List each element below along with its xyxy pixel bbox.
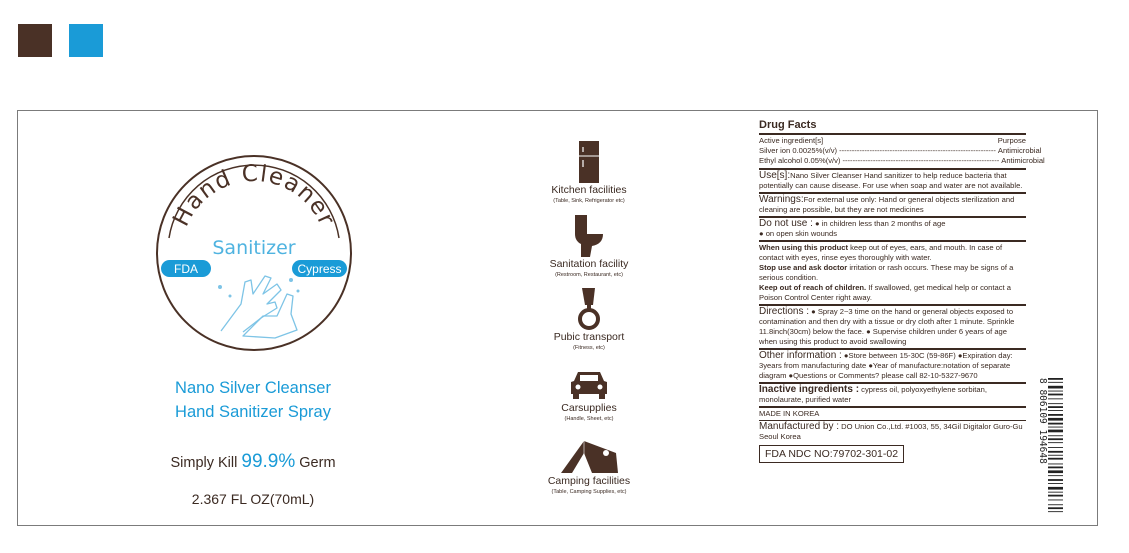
manufacturer-section: Manufactured by : DO Union Co.,Ltd. #1003, 55, 34Gil Digitalor Guro-Gu Seoul Korea (759, 421, 1023, 441)
usage-transport (530, 287, 648, 352)
warnings-section: Warnings:For external use only: Hand or general objects sterilization and cleaning are possible, but they are not medicines (759, 194, 1015, 214)
fda-badge-text: FDA (174, 262, 198, 276)
active-ingredient-header: Active ingredient[s] (759, 136, 824, 145)
usage-camping (530, 439, 648, 496)
tent-icon (558, 439, 620, 475)
cypress-badge-text: Cypress (297, 262, 342, 276)
ingredient-row: Ethyl alcohol 0.05%(v/v) -------------------------------------------------------------- Antimicrobial (759, 156, 1045, 165)
usage-title: Pubic transport (553, 331, 625, 343)
product-name-line2: Hand Sanitizer Spray (175, 403, 331, 421)
hand-cleaner-seal (155, 154, 353, 352)
washing-hands-icon (218, 276, 300, 338)
purpose-header: Purpose (997, 136, 1026, 145)
brown-color-swatch (18, 24, 52, 57)
usage-kitchen (530, 140, 648, 205)
barcode-number: 8 806109 194648 (1037, 378, 1048, 464)
kill-prefix: Simply Kill (170, 455, 238, 471)
barcode (1034, 376, 1064, 516)
usage-title: Carsupplies (561, 402, 617, 414)
toilet-icon (572, 214, 606, 258)
usage-subtitle: (Table, Sink, Refrigerator etc) (553, 198, 625, 204)
ingredient-row: Silver ion 0.0025%(v/v) -------------------------------------------------------------- Antimicrobial (759, 146, 1042, 155)
do-not-use-section: Do not use : ● in children less than 2 months of age ● on open skin wounds (759, 218, 946, 238)
seal-center-text: Sanitizer (212, 237, 296, 259)
usage-title: Camping facilities (547, 475, 631, 487)
kill-percent: 99.9% (241, 451, 296, 472)
usage-subtitle: (Table, Camping Supplies, etc) (551, 489, 627, 495)
made-in-text: MADE IN KOREA (759, 409, 820, 418)
blue-color-swatch (69, 24, 103, 57)
kill-claim (133, 451, 373, 473)
directions-section: Directions : ● Spray 2~3 time on the hand or general objects exposed to contamination and then dry with a tissue or dry cloth after 1 minute. Sprinkle 11.8inch(30cm) below the face. ● Supervise children under 6 years of age when using this product to avoid swallowing (759, 306, 1015, 346)
keep-out-section: Keep out of reach of children. If swallowed, get medical help or contact a Poison Control Center right away. (759, 283, 1011, 302)
handle-icon (575, 287, 603, 331)
usage-sanitation (530, 214, 648, 279)
usage-subtitle: (Restroom, Restaurant, etc) (555, 272, 623, 278)
car-icon (569, 368, 609, 402)
volume-text: 2.367 FL OZ(70mL) (191, 491, 315, 507)
usage-car (530, 368, 648, 423)
uses-section: Use[s]:Nano Silver Cleanser Hand sanitizer to help reduce bacteria that potentially can cause disease. For use when soap and water are not available. (759, 170, 1023, 190)
inactive-ingredients-section: Inactive ingredients : cypress oil, polyoxyethylene sorbitan, monolaurate, purified water (759, 384, 987, 404)
when-using-section: When using this product keep out of eyes, ears, and mouth. In case of contact with eyes, rinse eyes thoroughly with water. (759, 243, 1003, 262)
usage-subtitle: (Fitness, etc) (573, 345, 605, 351)
usage-subtitle: (Handle, Sheet, etc) (564, 416, 614, 422)
usage-title: Kitchen facilities (551, 184, 627, 196)
drug-facts-title: Drug Facts (759, 119, 817, 131)
other-information-section: Other information : ●Store between 15-30C (59-86F) ●Expiration day: 3years from manufacturing date ●Year of manufacture:notation of separate diagram ●Questions or Comments? please call 82-10-5327-9670 (759, 350, 1013, 380)
usage-title: Sanitation facility (549, 258, 629, 270)
product-name-line1: Nano Silver Cleanser (175, 379, 331, 397)
svg-text:Hand Cleaner (168, 161, 340, 231)
ndc-number: FDA NDC NO:79702-301-02 (759, 445, 904, 463)
kill-suffix: Germ (299, 455, 336, 471)
seal-arc-text: Hand Cleaner (168, 160, 340, 231)
refrigerator-icon (578, 140, 600, 184)
stop-use-section: Stop use and ask doctor irritation or rash occurs. These may be signs of a serious condition. (759, 263, 1014, 282)
